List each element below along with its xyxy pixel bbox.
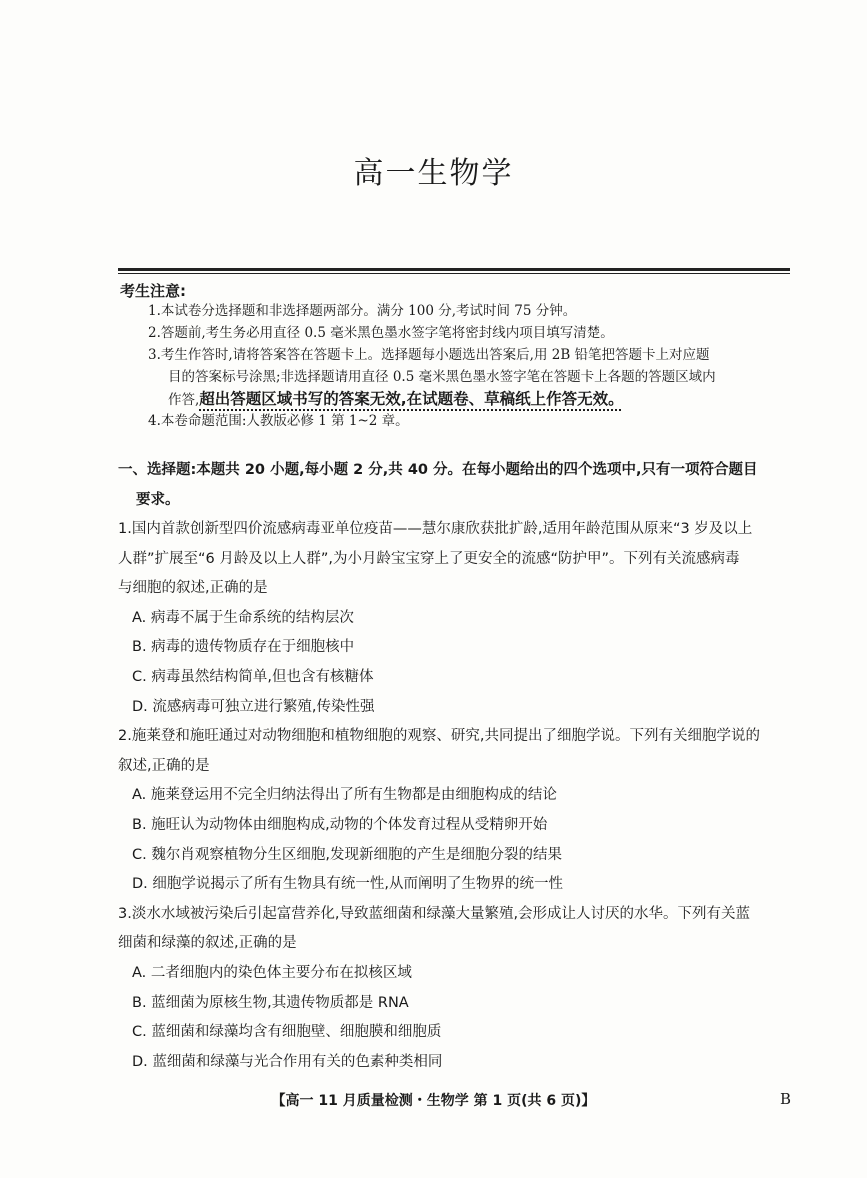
- notice-item-3-line-3-start: 作答,: [168, 392, 200, 408]
- q2-stem-line-1: 2.施莱登和施旺通过对动物细胞和植物细胞的观察、研究,共同提出了细胞学说。下列有关细胞学说的: [118, 728, 760, 745]
- notice-emphasis: 超出答题区域书写的答案无效,在试题卷、草稿纸上作答无效。: [199, 390, 624, 408]
- notice-item-3-line-2: 目的答案标号涂黑;非选择题请用直径 0.5 毫米黑色墨水签字笔在答题卡上各题的答题区域内: [168, 369, 716, 385]
- q3-option-c: C. 蓝细菌和绿藻均含有细胞壁、细胞膜和细胞质: [132, 1024, 442, 1041]
- q2-stem-line-2: 叙述,正确的是: [118, 757, 210, 774]
- page-footer: 【高一 11 月质量检测・生物学 第 1 页(共 6 页)】: [271, 1093, 596, 1109]
- notice-item-4: 4.本卷命题范围:人教版必修 1 第 1~2 章。: [148, 413, 409, 429]
- q2-option-c: C. 魏尔肖观察植物分生区细胞,发现新细胞的产生是细胞分裂的结果: [132, 846, 562, 863]
- question-list: [118, 515, 798, 1077]
- page-title: 高一生物学: [353, 156, 514, 191]
- q1-stem-line-3: 与细胞的叙述,正确的是: [118, 580, 268, 597]
- q3-option-a: A. 二者细胞内的染色体主要分布在拟核区域: [132, 964, 412, 981]
- notice-heading: 考生注意:: [120, 282, 186, 300]
- q1-stem-line-1: 1.国内首款创新型四价流感病毒亚单位疫苗——慧尔康欣获批扩龄,适用年龄范围从原来“3 岁及以上: [118, 521, 753, 537]
- header-rule-thick: [118, 268, 790, 271]
- notice-item-1: 1.本试卷分选择题和非选择题两部分。满分 100 分,考试时间 75 分钟。: [148, 303, 577, 319]
- q3-stem-line-1: 3.淡水水域被污染后引起富营养化,导致蓝细菌和绿藻大量繁殖,会形成让人讨厌的水华。下列有关蓝: [118, 905, 751, 922]
- section-heading: [118, 455, 798, 515]
- q1-option-d: D. 流感病毒可独立进行繁殖,传染性强: [132, 698, 375, 715]
- q3-option-b: B. 蓝细菌为原核生物,其遗传物质都是 RNA: [132, 994, 409, 1011]
- q3-option-d: D. 蓝细菌和绿藻与光合作用有关的色素种类相同: [132, 1053, 443, 1070]
- section-heading-line-2: 要求。: [136, 492, 180, 508]
- q1-option-a: A. 病毒不属于生命系统的结构层次: [132, 609, 354, 626]
- notice-item-3-line-1: 3.考生作答时,请将答案答在答题卡上。选择题每小题选出答案后,用 2B 铅笔把答题卡上对应题: [148, 347, 710, 363]
- q3-stem-line-2: 细菌和绿藻的叙述,正确的是: [118, 935, 297, 952]
- notice-list: [148, 300, 798, 432]
- q1-option-b: B. 病毒的遗传物质存在于细胞核中: [132, 639, 355, 656]
- q2-option-b: B. 施旺认为动物体由细胞构成,动物的个体发育过程从受精卵开始: [132, 816, 548, 833]
- header-rule-thin: [118, 273, 790, 274]
- q2-option-a: A. 施莱登运用不完全归纳法得出了所有生物都是由细胞构成的结论: [132, 787, 557, 804]
- section-heading-line-1: 一、选择题:本题共 20 小题,每小题 2 分,共 40 分。在每小题给出的四个选项中,只有一项符合题目: [118, 462, 758, 478]
- q1-option-c: C. 病毒虽然结构简单,但也含有核糖体: [132, 668, 374, 685]
- notice-item-2: 2.答题前,考生务必用直径 0.5 毫米黑色墨水签字笔将密封线内项目填写清楚。: [148, 325, 614, 341]
- q1-stem-line-2: 人群”扩展至“6 月龄及以上人群”,为小月龄宝宝穿上了更安全的流感“防护甲”。下列有关流感病毒: [118, 550, 740, 567]
- q2-option-d: D. 细胞学说揭示了所有生物具有统一性,从而阐明了生物界的统一性: [132, 876, 563, 893]
- notice-item-3-line-3: [148, 388, 798, 410]
- version-label: B: [780, 1090, 792, 1108]
